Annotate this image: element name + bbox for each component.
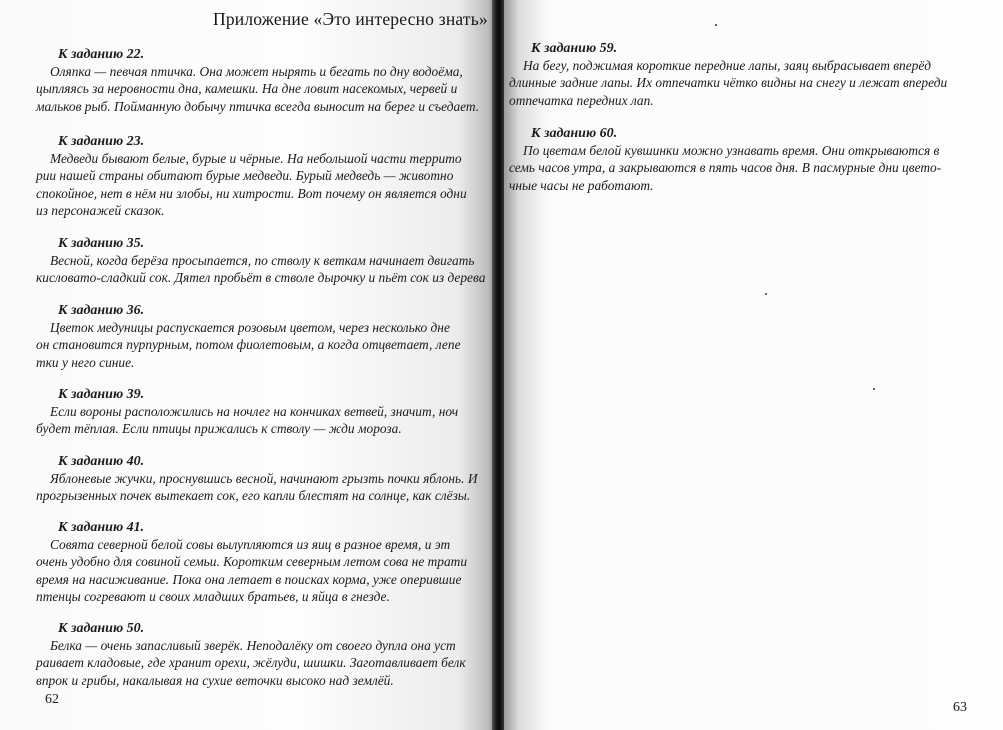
scan-speck bbox=[765, 293, 767, 295]
entry-title: К заданию 41. bbox=[58, 520, 145, 535]
entry-text bbox=[36, 150, 467, 219]
text-line: рии нашей страны обитают бурые медведи. Бурый медведь — животно bbox=[36, 168, 454, 184]
task-entry-22 bbox=[36, 46, 479, 115]
page-number-right: 63 bbox=[953, 700, 967, 715]
entry-title: К заданию 60. bbox=[531, 126, 618, 141]
text-line: Совята северной белой совы вылупляются из яиц в разное время, и эт bbox=[50, 537, 451, 552]
text-line: Если вороны расположились на ночлег на кончиках ветвей, значит, ноч bbox=[50, 404, 459, 419]
entry-title: К заданию 40. bbox=[58, 454, 145, 469]
text-line: По цветам белой кувшинки можно узнавать время. Они открываются в bbox=[523, 143, 940, 158]
task-entry-23 bbox=[36, 133, 467, 219]
text-line: отпечатка передних лап. bbox=[509, 92, 654, 108]
text-line: чные часы не работают. bbox=[509, 177, 654, 193]
entry-text bbox=[36, 536, 467, 605]
text-line: кисловато-сладкий сок. Дятел пробьёт в стволе дырочку и пьёт сок из дерева bbox=[36, 270, 486, 286]
task-entry-41 bbox=[36, 519, 467, 605]
entry-text bbox=[36, 470, 478, 505]
entry-title: К заданию 50. bbox=[58, 621, 145, 636]
text-line: прогрызенных почек вытекает сок, его капли блестят на солнце, как слёзы. bbox=[36, 488, 471, 504]
entry-text bbox=[36, 403, 458, 438]
text-line: На бегу, поджимая короткие передние лапы, заяц выбрасывает вперёд bbox=[523, 58, 932, 73]
text-line: Яблоневые жучки, проснувшись весной, начинают грызть почки яблонь. И bbox=[50, 471, 478, 486]
entry-title: К заданию 23. bbox=[58, 134, 145, 149]
text-line: цыпляясь за неровности дна, камешки. На дне ловит насекомых, червей и bbox=[36, 81, 458, 97]
entry-text bbox=[36, 637, 466, 689]
right-page bbox=[504, 0, 1003, 730]
entry-text bbox=[36, 63, 479, 115]
task-entry-35 bbox=[36, 235, 485, 287]
page-number-left: 62 bbox=[45, 692, 59, 707]
task-entry-36 bbox=[36, 302, 461, 371]
text-line: семь часов утра, а закрываются в пять часов дня. В пасмурные дни цвето- bbox=[509, 160, 942, 176]
text-line: Медведи бывают белые, бурые и чёрные. На небольшой части террито bbox=[50, 151, 462, 166]
entry-text bbox=[509, 57, 947, 109]
text-line: Цветок медуницы распускается розовым цветом, через несколько дне bbox=[50, 320, 450, 335]
text-line: Весной, когда берёза просыпается, по стволу к веткам начинает двигать bbox=[50, 253, 475, 268]
entry-title: К заданию 36. bbox=[58, 303, 145, 318]
text-line: птенцы согревают и своих младших братьев, и яйца в гнезде. bbox=[36, 588, 390, 604]
text-line: мальков рыб. Пойманную добычу птичка всегда выносит на берег и съедает. bbox=[36, 98, 480, 114]
entry-title: К заданию 22. bbox=[58, 47, 145, 62]
entry-title: К заданию 39. bbox=[58, 387, 145, 402]
entry-title: К заданию 59. bbox=[531, 41, 618, 56]
text-line: тки у него синие. bbox=[36, 354, 135, 370]
task-entry-40 bbox=[36, 453, 478, 505]
running-head: Приложение «Это интересно знать» bbox=[213, 9, 488, 29]
text-line: спокойное, нет в нём ни злобы, ни хитрости. Вот почему он является одни bbox=[36, 185, 467, 201]
entry-title: К заданию 35. bbox=[58, 236, 145, 251]
task-entry-39 bbox=[36, 386, 458, 438]
text-line: длинные задние лапы. Их отпечатки чётко видны на снегу и лежат впереди bbox=[509, 75, 948, 91]
text-line: Оляпка — певчая птичка. Она может нырять и бегать по дну водоёма, bbox=[50, 64, 463, 79]
task-entry-50 bbox=[36, 620, 466, 689]
scan-speck bbox=[715, 24, 717, 26]
text-line: он становится пурпурным, потом фиолетовым, а когда отцветает, лепе bbox=[36, 337, 461, 353]
task-entry-60 bbox=[509, 125, 941, 194]
left-page bbox=[0, 0, 498, 730]
entry-text bbox=[36, 319, 461, 371]
entry-text bbox=[509, 142, 941, 194]
text-line: из персонажей сказок. bbox=[36, 202, 165, 218]
scan-speck bbox=[873, 388, 875, 390]
text-line: очень удобно для совиной семьи. Коротким северным летом сова не трати bbox=[36, 554, 468, 570]
text-line: впрок и грибы, накалывая на сухие веточки высоко над землёй. bbox=[36, 672, 394, 688]
text-line: Белка — очень запасливый зверёк. Неподалёку от своего дупла она уст bbox=[50, 638, 456, 653]
task-entry-59 bbox=[509, 40, 947, 109]
entry-text bbox=[36, 252, 485, 287]
text-line: раивает кладовые, где хранит орехи, жёлуди, шишки. Заготавливает белк bbox=[36, 655, 466, 671]
text-line: время на насиживание. Пока она летает в поисках корма, уже оперившие bbox=[36, 571, 462, 587]
text-line: будет тёплая. Если птицы прижались к стволу — жди мороза. bbox=[36, 421, 402, 437]
